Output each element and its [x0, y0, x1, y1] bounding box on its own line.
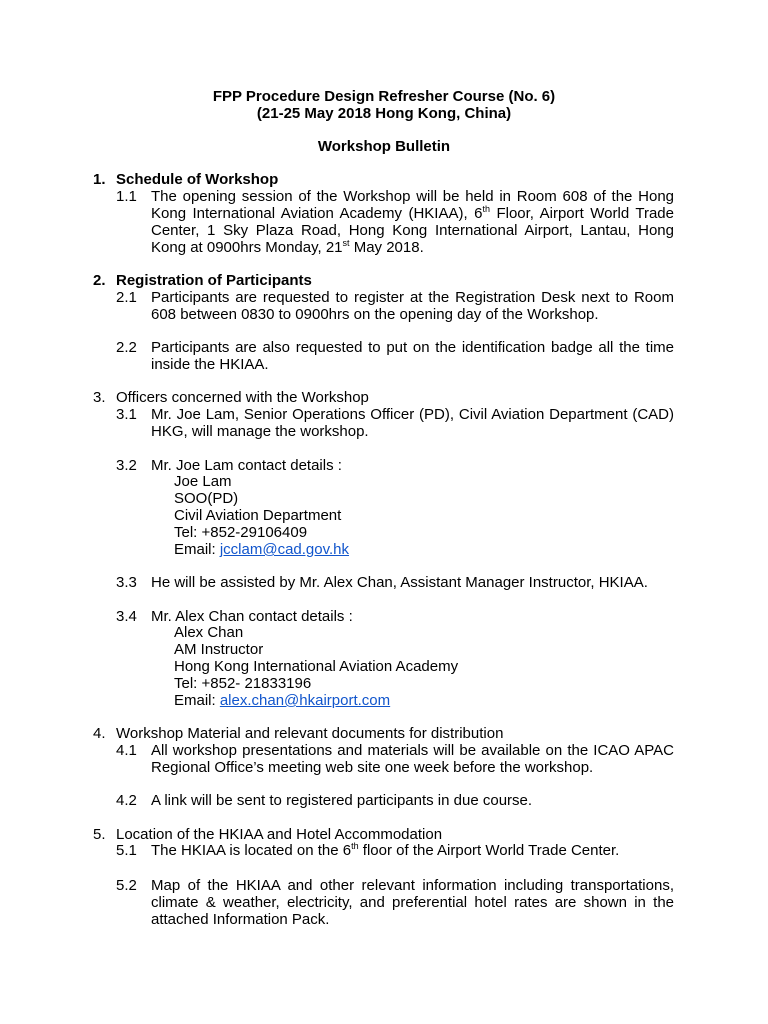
contact-name: Alex Chan: [174, 624, 244, 641]
contact-position: AM Instructor: [174, 641, 264, 658]
item-4-2: [116, 792, 674, 809]
item-3-2: [116, 457, 674, 474]
item-number: 2.2: [116, 339, 137, 356]
section-number: 4.: [93, 725, 106, 742]
item-2-2: [116, 339, 674, 373]
section-title: Workshop Material and relevant documents for distribution: [116, 725, 504, 742]
item-3-3: [116, 574, 674, 591]
email-link-joe-lam[interactable]: jcclam@cad.gov.hk: [219, 541, 350, 558]
contact-email-line: [174, 692, 458, 709]
section-title: Registration of Participants: [116, 272, 312, 289]
contact-organization: Hong Kong International Aviation Academy: [174, 658, 459, 675]
email-link-alex-chan[interactable]: alex.chan@hkairport.com: [219, 692, 391, 709]
item-text: Mr. Alex Chan contact details :: [151, 608, 353, 625]
item-text: He will be assisted by Mr. Alex Chan, Assistant Manager Instructor, HKIAA.: [151, 574, 648, 591]
item-number: 5.2: [116, 877, 137, 894]
email-label: Email:: [174, 692, 220, 709]
item-number: 4.1: [116, 742, 137, 759]
item-text: The opening session of the Workshop will be held in Room 608 of the Hong Kong International Aviation Academy (HKIAA), 6th Floor, Airport World Trade Center, 1 Sky Plaza Road, Hong Kong International Airport, Lantau, Hong Kong at 0900hrs Monday, 21st May 2018.: [151, 188, 674, 256]
item-text: The HKIAA is located on the 6th floor of the Airport World Trade Center.: [151, 841, 620, 859]
item-text: Mr. Joe Lam contact details :: [151, 457, 342, 474]
item-number: 3.4: [116, 608, 137, 625]
item-text: All workshop presentations and materials will be available on the ICAO APAC Regional Office’s meeting web site one week before the workshop.: [151, 742, 674, 776]
item-number: 3.1: [116, 406, 137, 423]
alex-chan-contact-block: [174, 624, 458, 709]
item-text: Map of the HKIAA and other relevant information including transportations, climate & weather, electricity, and preferential hotel rates are shown in the attached Information Pack.: [151, 877, 674, 928]
email-label: Email:: [174, 541, 220, 558]
item-number: 4.2: [116, 792, 137, 809]
section-number: 3.: [93, 389, 106, 406]
course-dates: (21-25 May 2018 Hong Kong, China): [256, 105, 512, 122]
item-number: 2.1: [116, 289, 137, 306]
section-title: Location of the HKIAA and Hotel Accommodation: [116, 826, 443, 843]
item-number: 5.1: [116, 842, 137, 859]
section-number: 5.: [93, 826, 106, 843]
section-number: 1.: [93, 171, 106, 188]
item-number: 1.1: [116, 188, 137, 205]
item-text: A link will be sent to registered participants in due course.: [151, 792, 533, 809]
item-5-1: [116, 842, 674, 859]
bulletin-heading: Workshop Bulletin: [317, 138, 451, 155]
contact-name: Joe Lam: [174, 473, 232, 490]
item-text: Participants are also requested to put on the identification badge all the time inside the HKIAA.: [151, 339, 674, 373]
item-2-1: [116, 289, 674, 323]
item-number: 3.2: [116, 457, 137, 474]
contact-organization: Civil Aviation Department: [174, 507, 342, 524]
item-text: Participants are requested to register at the Registration Desk next to Room 608 between 0830 to 0900hrs on the opening day of the Workshop.: [151, 289, 674, 323]
contact-tel: Tel: +852-29106409: [174, 524, 308, 541]
joe-lam-contact-block: [174, 473, 349, 558]
item-3-1: [116, 406, 674, 440]
section-number: 2.: [93, 272, 106, 289]
section-title: Officers concerned with the Workshop: [116, 389, 369, 406]
contact-position: SOO(PD): [174, 490, 239, 507]
contact-email-line: [174, 541, 349, 558]
item-5-2: [116, 877, 674, 928]
item-4-1: [116, 742, 674, 776]
item-1-1: [116, 188, 674, 256]
item-3-4: [116, 608, 674, 625]
course-title: FPP Procedure Design Refresher Course (No. 6): [212, 88, 556, 105]
item-text: Mr. Joe Lam, Senior Operations Officer (PD), Civil Aviation Department (CAD) HKG, will manage the workshop.: [151, 406, 674, 440]
section-title: Schedule of Workshop: [116, 171, 279, 188]
item-number: 3.3: [116, 574, 137, 591]
contact-tel: Tel: +852- 21833196: [174, 675, 312, 692]
